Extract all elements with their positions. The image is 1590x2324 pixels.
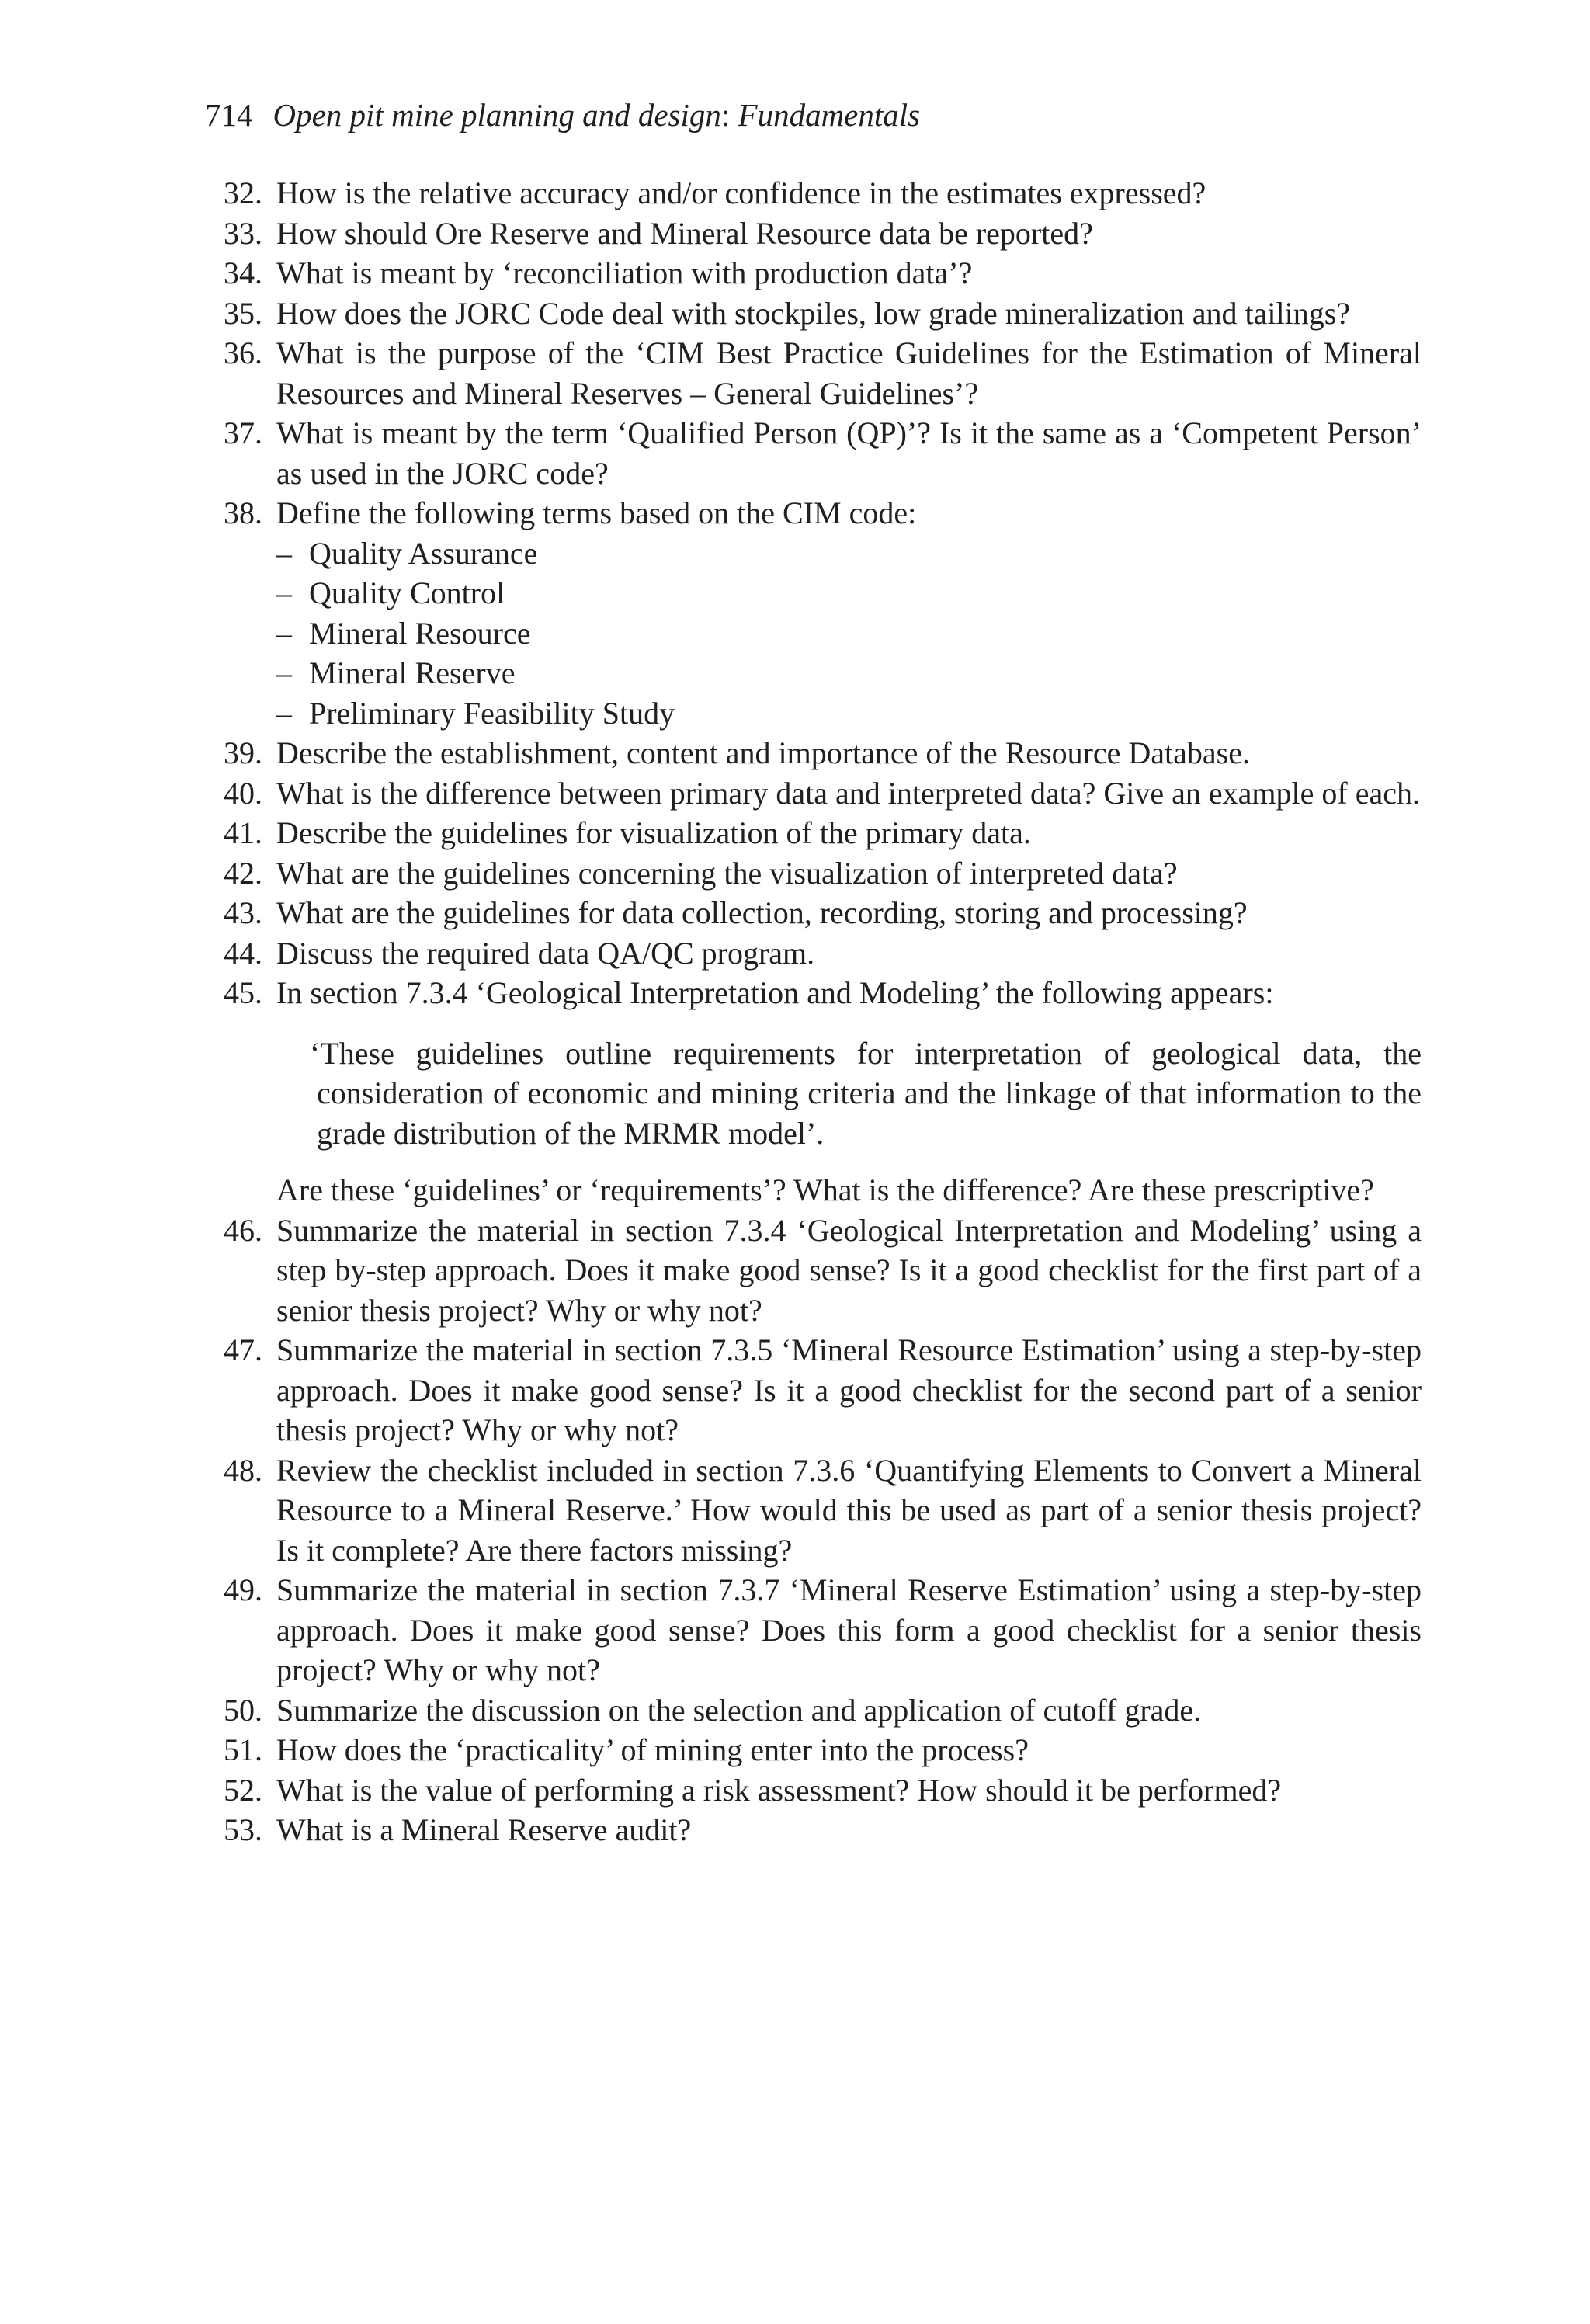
question-number: 35.: [224, 295, 262, 331]
question-number: 33.: [224, 215, 262, 251]
question-text: What is the value of performing a risk assessment? How should it be performed?: [276, 1772, 1282, 1808]
question-text: Define the following terms based on the CIM code:: [276, 495, 917, 530]
question-text: Describe the establishment, content and importance of the Resource Database.: [276, 735, 1250, 770]
question-33: [205, 214, 1422, 254]
question-text: How should Ore Reserve and Mineral Resource data be reported?: [276, 215, 1093, 251]
question-text: In section 7.3.4 ‘Geological Interpretation and Modeling’ the following appears:: [276, 975, 1274, 1010]
question-text: Summarize the material in section 7.3.7 ‘Mineral Reserve Estimation’ using a step-by-step approach. Does it make good sense? Does this form a good checklist for a senior thesis project? Why or why not?: [276, 1572, 1422, 1687]
question-number: 32.: [224, 175, 262, 210]
question-number: 38.: [224, 495, 262, 530]
book-title: Open pit mine planning and design: [273, 97, 721, 133]
question-52: [205, 1770, 1422, 1811]
question-39: [205, 733, 1422, 773]
question-number: 41.: [224, 815, 262, 850]
question-text: What is the purpose of the ‘CIM Best Practice Guidelines for the Estimation of Mineral Resources and Mineral Reserves – General Guidelines’?: [276, 335, 1422, 411]
question-48: [205, 1450, 1422, 1571]
question-text: Summarize the discussion on the selection and application of cutoff grade.: [276, 1692, 1202, 1728]
question-number: 51.: [224, 1732, 262, 1767]
question-text: What is meant by the term ‘Qualified Person (QP)’? Is it the same as a ‘Competent Person’ as used in the JORC code?: [276, 415, 1422, 491]
question-45: [205, 973, 1422, 1211]
question-number: 43.: [224, 895, 262, 930]
running-header: [205, 92, 920, 138]
term-label: Quality Control: [309, 575, 505, 610]
question-text: How does the JORC Code deal with stockpiles, low grade mineralization and tailings?: [276, 295, 1351, 331]
question-number: 48.: [224, 1452, 262, 1488]
question-number: 53.: [224, 1812, 262, 1847]
question-text: How is the relative accuracy and/or confidence in the estimates expressed?: [276, 175, 1206, 210]
question-text: What are the guidelines concerning the visualization of interpreted data?: [276, 855, 1178, 891]
question-text: Summarize the material in section 7.3.5 ‘Mineral Resource Estimation’ using a step-by-step approach. Does it make good sense? Is it a good checklist for the second part of a senior thesis project? Why or why not?: [276, 1332, 1422, 1447]
question-text: Review the checklist included in section 7.3.6 ‘Quantifying Elements to Convert a Mineral Resource to a Mineral Reserve.’ How would this be used as part of a senior thesis project? Is it complete? Are there factors missing?: [276, 1452, 1422, 1568]
term-label: Mineral Reserve: [309, 655, 516, 690]
question-41: [205, 813, 1422, 853]
page-number: 714: [205, 97, 253, 133]
title-colon: :: [720, 97, 731, 133]
term-item: – Mineral Resource: [276, 615, 531, 651]
question-32: [205, 173, 1422, 214]
term-item: – Quality Assurance: [276, 535, 538, 571]
question-text: Summarize the material in section 7.3.4 ‘Geological Interpretation and Modeling’ using a step by-step approach. Does it make good sense? Is it a good checklist for the first part of a senior thesis project? Why or why not?: [276, 1212, 1422, 1328]
question-44: [205, 933, 1422, 974]
question-49: [205, 1570, 1422, 1690]
term-item: – Preliminary Feasibility Study: [276, 695, 675, 731]
question-number: 52.: [224, 1772, 262, 1808]
question-text: Discuss the required data QA/QC program.: [276, 935, 815, 971]
book-subtitle: Fundamentals: [738, 97, 921, 133]
question-number: 34.: [224, 255, 262, 290]
question-37: [205, 413, 1422, 493]
term-label: Preliminary Feasibility Study: [309, 695, 675, 731]
question-number: 36.: [224, 335, 262, 370]
question-text: What are the guidelines for data collection, recording, storing and processing?: [276, 895, 1248, 930]
question-number: 42.: [224, 855, 262, 891]
term-label: Quality Assurance: [309, 535, 538, 571]
question-number: 45.: [224, 975, 262, 1010]
question-53: [205, 1810, 1422, 1850]
term-label: Mineral Resource: [309, 615, 531, 651]
question-51: [205, 1730, 1422, 1770]
question-text: Describe the guidelines for visualization of the primary data.: [276, 815, 1031, 850]
term-item: – Mineral Reserve: [276, 655, 516, 690]
question-number: 46.: [224, 1212, 262, 1248]
question-50: [205, 1690, 1422, 1731]
question-number: 39.: [224, 735, 262, 770]
question-continuation: Are these ‘guidelines’ or ‘requirements’? What is the difference? Are these prescriptive?: [276, 1172, 1374, 1207]
question-35: [205, 294, 1422, 334]
question-46: [205, 1211, 1422, 1331]
question-43: [205, 893, 1422, 933]
question-number: 37.: [224, 415, 262, 450]
question-list: [205, 173, 1422, 1850]
question-text: What is a Mineral Reserve audit?: [276, 1812, 692, 1847]
question-34: [205, 253, 1422, 294]
block-quote: ‘These guidelines outline requirements for interpretation of geological data, the consideration of economic and mining criteria and the linkage of that information to the grade distribution of the MRMR model’.: [310, 1035, 1422, 1151]
question-text: What is meant by ‘reconciliation with production data’?: [276, 255, 973, 290]
question-text: How does the ‘practicality’ of mining enter into the process?: [276, 1732, 1029, 1767]
question-number: 50.: [224, 1692, 262, 1728]
question-36: [205, 333, 1422, 413]
question-number: 40.: [224, 775, 262, 811]
question-number: 47.: [224, 1332, 262, 1367]
question-40: [205, 773, 1422, 814]
question-47: [205, 1330, 1422, 1450]
term-item: – Quality Control: [276, 575, 505, 610]
question-42: [205, 853, 1422, 894]
question-number: 49.: [224, 1572, 262, 1607]
question-38: [205, 493, 1422, 733]
question-number: 44.: [224, 935, 262, 971]
question-text: What is the difference between primary data and interpreted data? Give an example of each.: [276, 775, 1420, 811]
